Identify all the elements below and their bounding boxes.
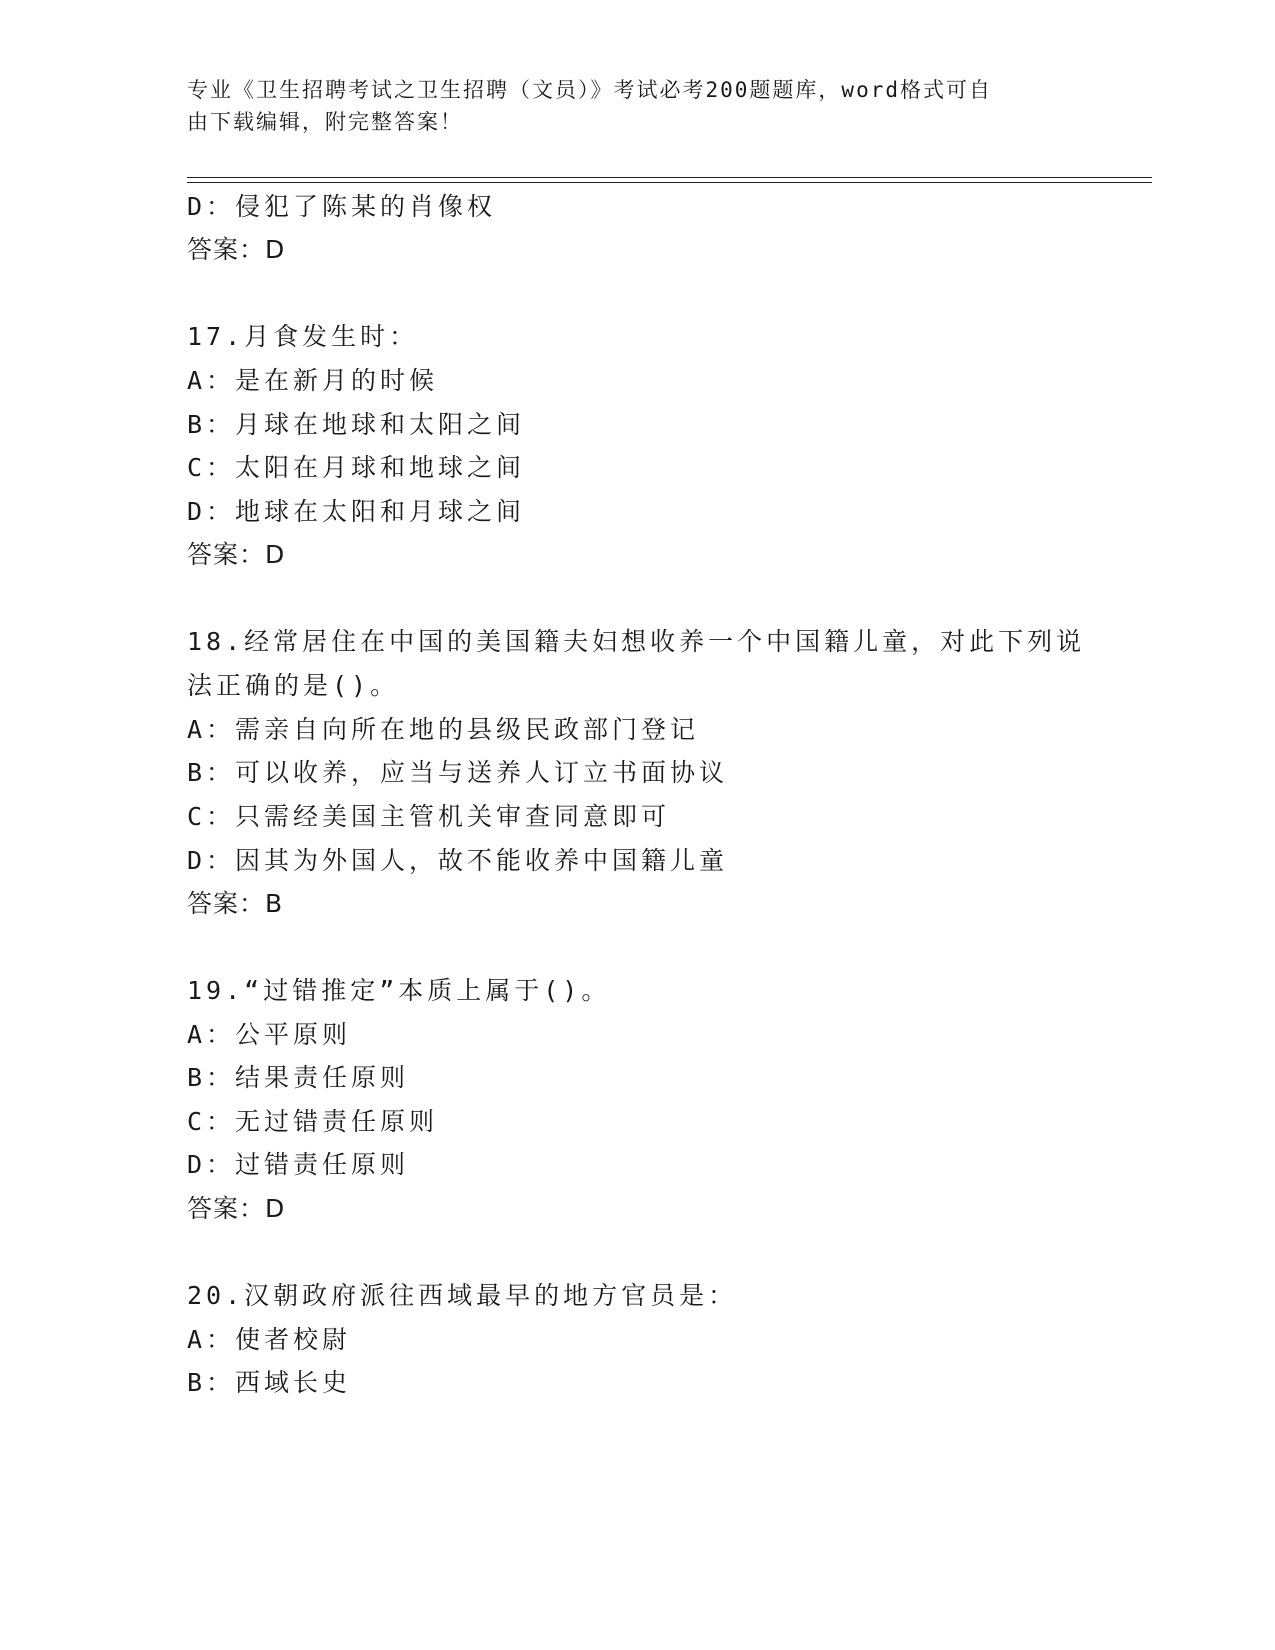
option-c: C：只需经美国主管机关审查同意即可	[187, 802, 671, 831]
option-a: A：使者校尉	[187, 1325, 352, 1354]
document-header	[187, 74, 1067, 138]
option-d: D：因其为外国人，故不能收养中国籍儿童	[187, 846, 729, 875]
option-d: D：地球在太阳和月球之间	[187, 497, 526, 526]
answer-line: 答案：D	[187, 235, 286, 264]
option-b: B：结果责任原则	[187, 1063, 410, 1092]
header-line-2: 由下载编辑，附完整答案！	[187, 110, 463, 134]
option-d: D：侵犯了陈某的肖像权	[187, 192, 497, 221]
option-b: B：可以收养，应当与送养人订立书面协议	[187, 758, 729, 787]
header-line-1: 专业《卫生招聘考试之卫生招聘（文员）》考试必考200题题库，word格式可自	[187, 78, 992, 102]
option-c: C：太阳在月球和地球之间	[187, 453, 526, 482]
question-17: 17.月食发生时：	[187, 322, 419, 351]
question-20: 20.汉朝政府派往西域最早的地方官员是：	[187, 1281, 738, 1310]
question-18-line-2: 法正确的是()。	[187, 671, 400, 700]
option-a: A：公平原则	[187, 1020, 352, 1049]
question-18-line-1: 18.经常居住在中国的美国籍夫妇想收养一个中国籍儿童，对此下列说	[187, 627, 1086, 656]
question-19: 19.“过错推定”本质上属于()。	[187, 976, 611, 1005]
header-rule-top	[187, 177, 1152, 178]
answer-line: 答案：D	[187, 540, 286, 569]
option-a: A：需亲自向所在地的县级民政部门登记	[187, 715, 700, 744]
option-b: B：西域长史	[187, 1368, 352, 1397]
option-a: A：是在新月的时候	[187, 366, 439, 395]
option-b: B：月球在地球和太阳之间	[187, 410, 526, 439]
option-d: D：过错责任原则	[187, 1150, 410, 1179]
option-c: C：无过错责任原则	[187, 1107, 439, 1136]
header-rule-bottom	[187, 182, 1152, 183]
answer-line: 答案：B	[187, 889, 284, 918]
answer-line: 答案：D	[187, 1194, 286, 1223]
